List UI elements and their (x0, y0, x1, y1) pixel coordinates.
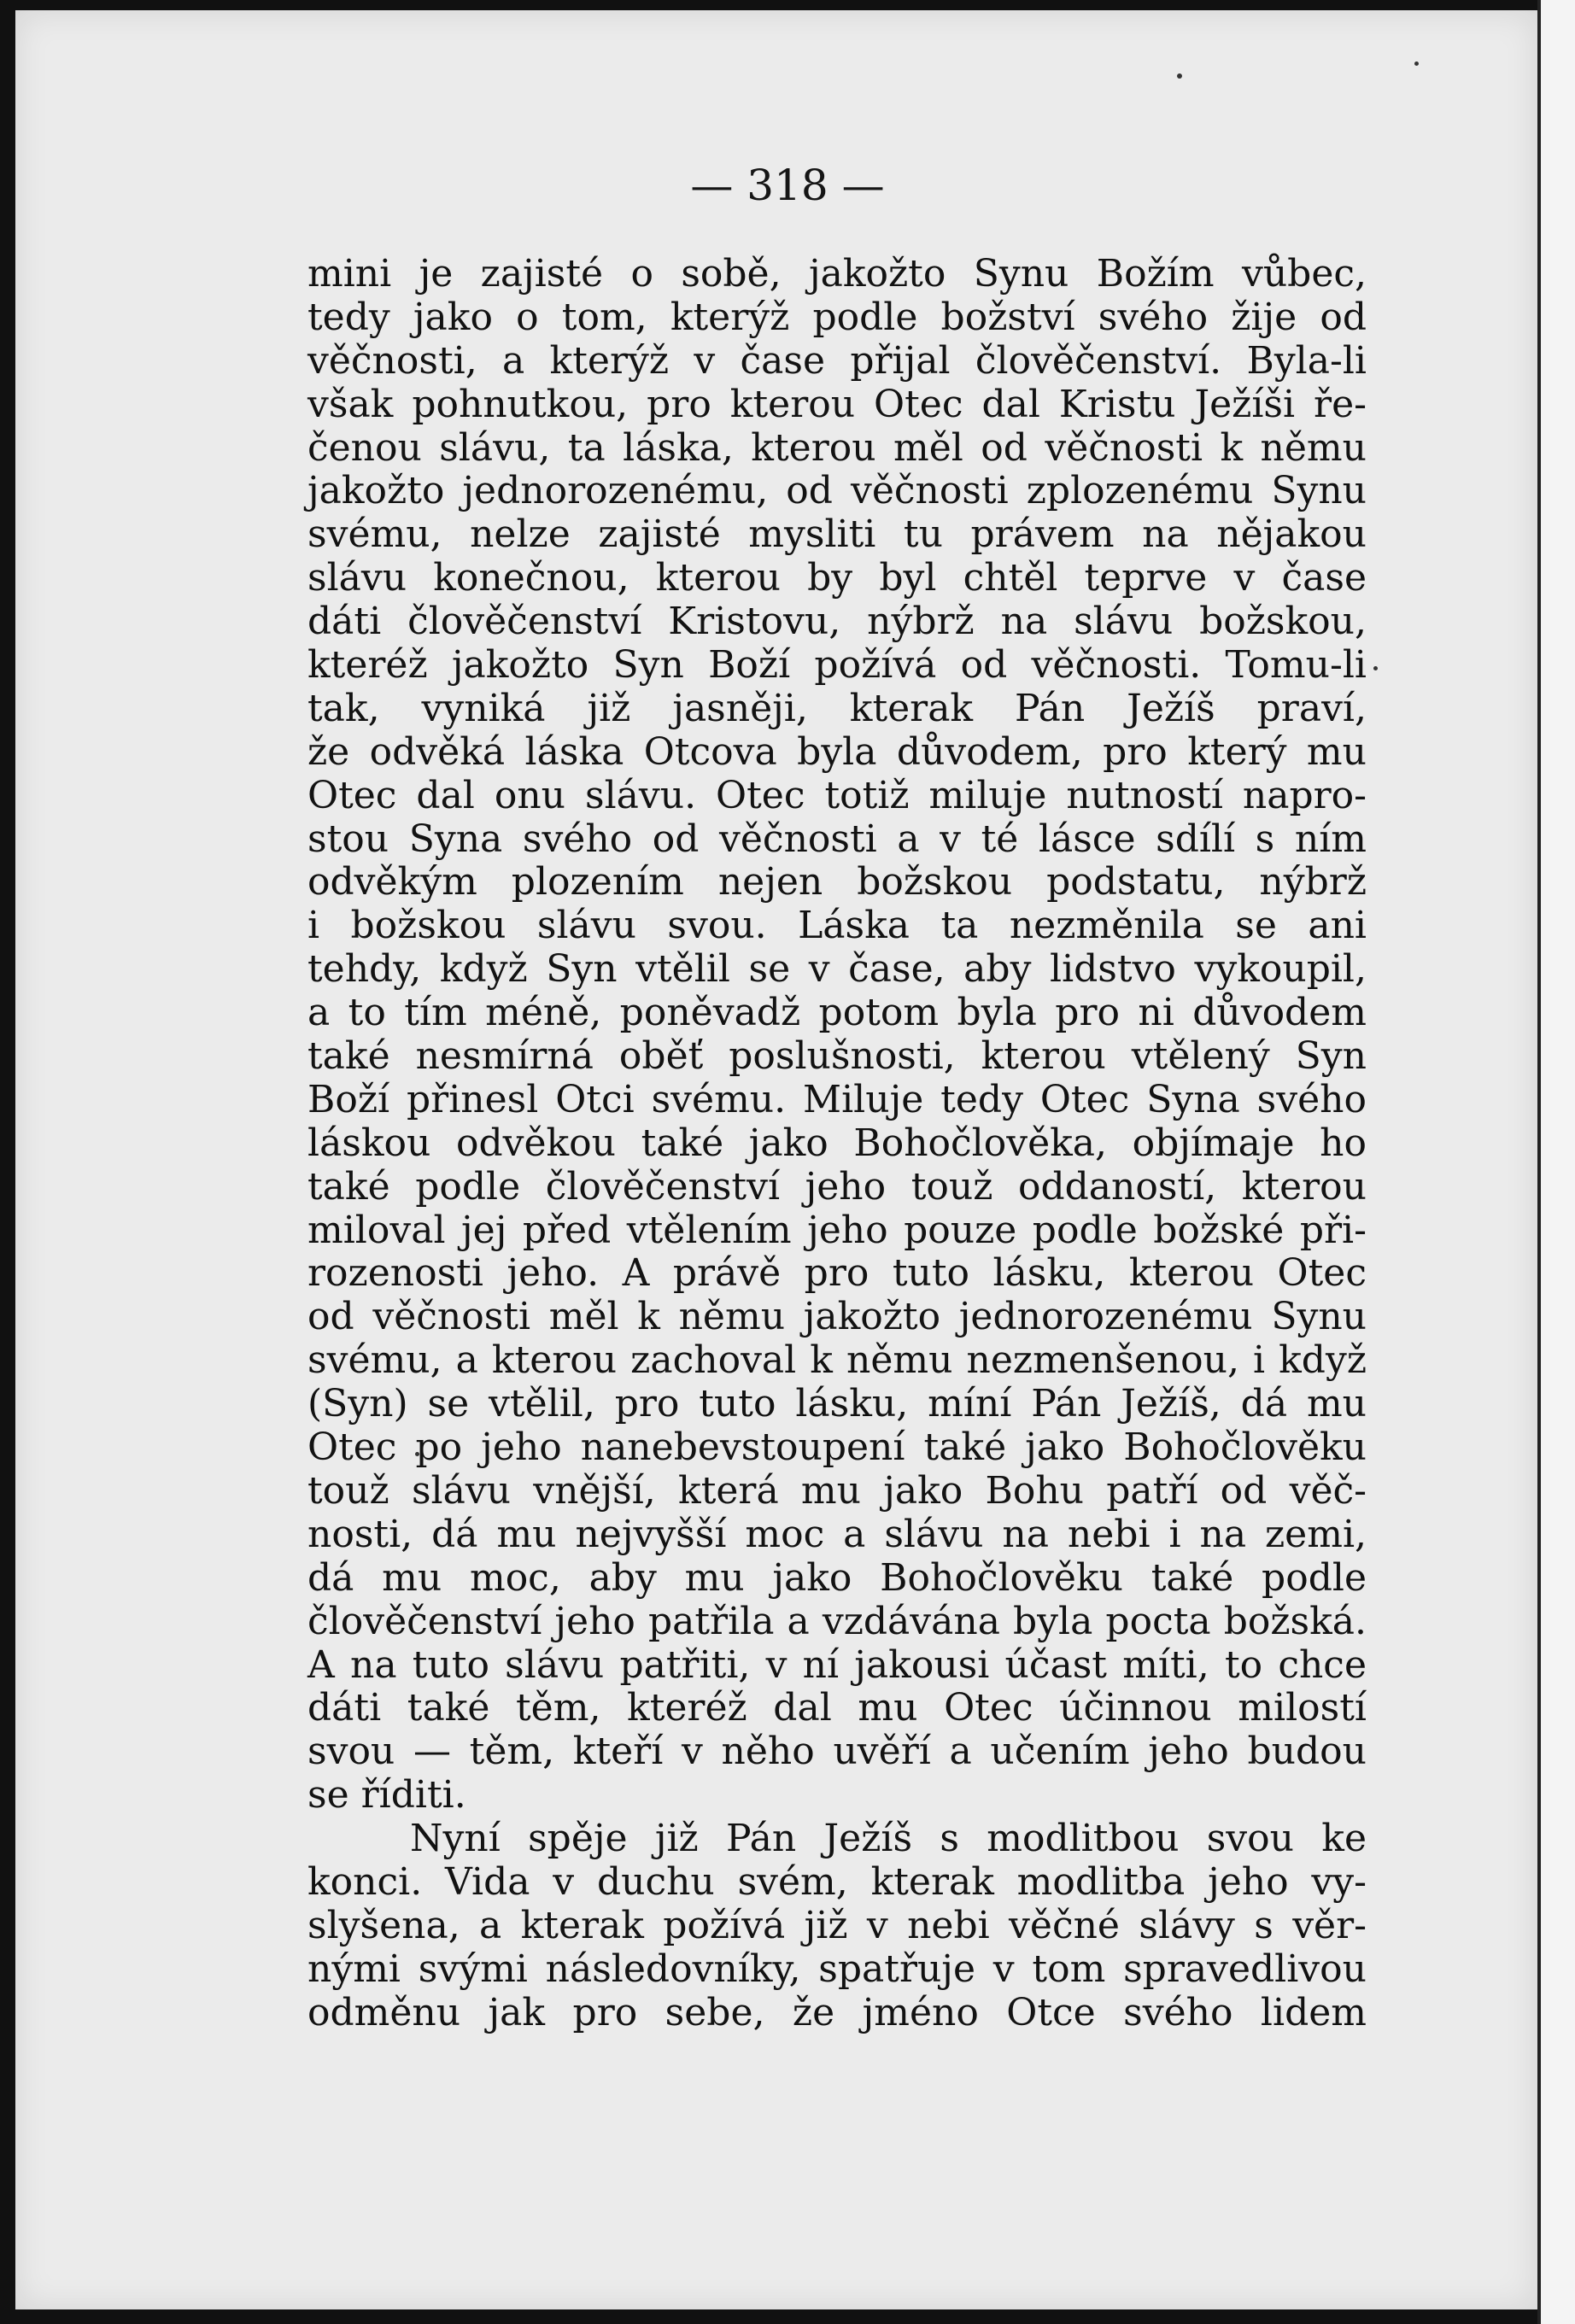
text-line: odvěkým plozením nejen božskou podstatu, nýbrž (307, 860, 1367, 904)
text-line: a to tím méně, poněvadž potom byla pro ni důvodem (307, 991, 1367, 1035)
text-line: láskou odvěkou také jako Bohočlověka, objímaje ho (307, 1121, 1367, 1165)
text-line: slyšena, a kterak požívá již v nebi věčné slávy s věr- (307, 1903, 1367, 1947)
text-line: také podle člověčenství jeho touž oddaností, kterou (307, 1164, 1367, 1209)
text-line: tehdy, když Syn vtělil se v čase, aby lidstvo vykoupil, (307, 947, 1367, 992)
text-line: svému, nelze zajisté mysliti tu právem na nějakou (307, 512, 1367, 557)
text-line: Otec dal onu slávu. Otec totiž miluje nutností napro- (307, 773, 1367, 817)
text-line: člověčenství jeho patřila a vzdávána byla pocta božská. (307, 1599, 1367, 1643)
page-edge (1537, 0, 1575, 2324)
text-line: že odvěká láska Otcova byla důvodem, pro který mu (307, 729, 1367, 774)
text-line: dáti také těm, kteréž dal mu Otec účinnou milostí (307, 1686, 1367, 1730)
text-line: mini je zajisté o sobě, jakožto Synu Božím vůbec, (307, 252, 1367, 296)
text-line: A na tuto slávu patřiti, v ní jakousi účast míti, to chce (307, 1642, 1367, 1687)
text-line: touž slávu vnější, která mu jako Bohu patří od věč- (307, 1468, 1367, 1513)
text-line: se říditi. (307, 1773, 466, 1818)
text-line: čenou slávu, ta láska, kterou měl od věčnosti k němu (307, 425, 1367, 470)
text-line: nými svými následovníky, spatřuje v tom spravedlivou (307, 1946, 1367, 1991)
text-line: svému, a kterou zachoval k němu nezmenšenou, i když (307, 1338, 1367, 1383)
text-line: miloval jej před vtělením jeho pouze podle božské při- (307, 1208, 1367, 1252)
text-line: odměnu jak pro sebe, že jméno Otce svého lidem (307, 1990, 1367, 2034)
text-line: od věčnosti měl k němu jakožto jednorozenému Synu (307, 1295, 1367, 1339)
text-line: však pohnutkou, pro kterou Otec dal Kristu Ježíši ře- (307, 382, 1367, 426)
text-line: také nesmírná oběť poslušnosti, kterou vtělený Syn (307, 1034, 1367, 1079)
text-line: Otec po jeho nanebevstoupení také jako Bohočlověku (307, 1425, 1367, 1470)
text-line: jakožto jednorozenému, od věčnosti zplozenému Synu (307, 469, 1367, 513)
body-text (307, 253, 1367, 2035)
page-number: — 318 — (690, 161, 885, 210)
text-line: nosti, dá mu nejvyšší moc a slávu na nebi i na zemi, (307, 1512, 1367, 1556)
text-line: dá mu moc, aby mu jako Bohočlověku také podle (307, 1555, 1367, 1600)
text-line: i božskou slávu svou. Láska ta nezměnila se ani (307, 904, 1367, 948)
text-line: stou Syna svého od věčnosti a v té lásce sdílí s ním (307, 817, 1367, 861)
text-line: věčnosti, a kterýž v čase přijal člověčenství. Byla-li (307, 338, 1367, 383)
text-line: Boží přinesl Otci svému. Miluje tedy Otec Syna svého (307, 1077, 1367, 1121)
text-line: konci. Vida v duchu svém, kterak modlitba jeho vy- (307, 1859, 1367, 1904)
text-line: dáti člověčenství Kristovu, nýbrž na slávu božskou, (307, 600, 1367, 644)
text-line: tak, vyniká již jasněji, kterak Pán Ježíš praví, (307, 686, 1367, 730)
text-line: svou — těm, kteří v něho uvěří a učením jeho budou (307, 1730, 1367, 1774)
text-line: rozenosti jeho. A právě pro tuto lásku, kterou Otec (307, 1251, 1367, 1296)
text-line: slávu konečnou, kterou by byl chtěl teprve v čase (307, 556, 1367, 600)
text-line: kteréž jakožto Syn Boží požívá od věčnosti. Tomu-li (307, 643, 1367, 688)
text-line: Nyní spěje již Pán Ježíš s modlitbou svou ke (410, 1817, 1367, 1861)
text-line: (Syn) se vtělil, pro tuto lásku, míní Pán Ježíš, dá mu (307, 1382, 1367, 1426)
text-line: tedy jako o tom, kterýž podle božství svého žije od (307, 295, 1367, 339)
